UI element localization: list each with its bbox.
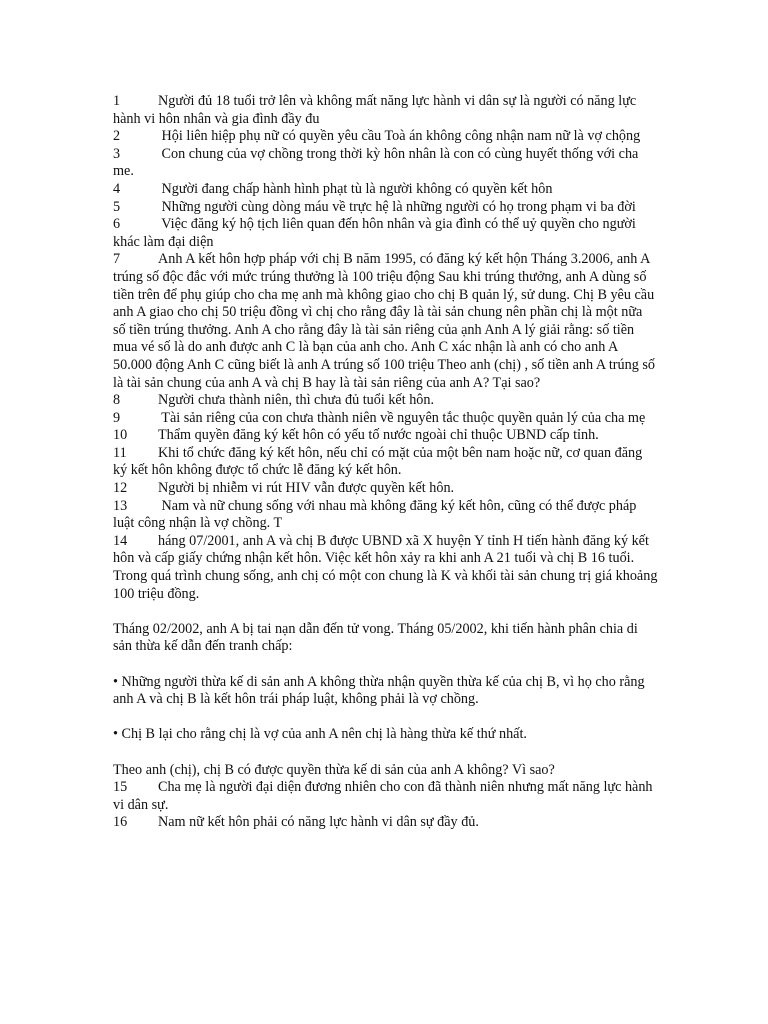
question-number: 15	[113, 779, 128, 796]
question-item-6	[113, 216, 658, 251]
question-list	[113, 93, 658, 603]
question-number: 6	[113, 216, 121, 233]
question-item-16	[113, 814, 658, 832]
q14-followup-paragraph: Tháng 02/2002, anh A bị tai nạn dẫn đến tử vong. Tháng 05/2002, khi tiến hành phân chia di sản thừa kế dẫn đến tranh chấp:	[113, 620, 638, 655]
question-number: 7	[113, 251, 121, 268]
question-item-3	[113, 146, 658, 181]
question-text: Người bị nhiễm vi rút HIV vẫn được quyền kết hôn.	[158, 480, 455, 497]
question-list-tail	[113, 779, 658, 832]
question-text: Khi tổ chức đăng ký kết hôn, nếu chỉ có mặt của một bên nam hoặc nữ, cơ quan đăng ký kết hôn không được tổ chức lễ đăng ký kết hôn.	[113, 444, 643, 479]
q14-question: Theo anh (chị), chị B có được quyền thừa kế di sản của anh A không? Vì sao?	[113, 761, 555, 778]
question-item-14	[113, 533, 658, 603]
question-text: Những người cùng dòng máu về trực hệ là những người có họ trong phạm vi ba đời	[158, 198, 636, 215]
question-number: 2	[113, 128, 121, 145]
question-item-10	[113, 427, 658, 445]
question-text: Người chưa thành niên, thì chưa đủ tuổi kết hôn.	[158, 392, 435, 409]
question-item-15	[113, 779, 658, 814]
question-text: Cha mẹ là người đại diện đương nhiên cho con đã thành niên nhưng mất năng lực hành vi dân sự.	[113, 779, 653, 813]
question-item-8	[113, 392, 658, 410]
q14-followup	[113, 603, 658, 779]
question-number: 16	[113, 814, 128, 831]
question-text: Con chung của vợ chồng trong thời kỳ hôn nhân là con có cùng huyết thống với cha me.	[113, 145, 639, 180]
question-text: Nam nữ kết hôn phải có năng lực hành vi dân sự đầy đủ.	[158, 814, 479, 831]
question-number: 14	[113, 532, 128, 549]
question-text: Hội liên hiệp phụ nữ có quyền yêu cầu Toà án không công nhận nam nữ là vợ chộng	[158, 128, 641, 145]
question-number: 4	[113, 180, 121, 197]
question-text: Người đang chấp hành hình phạt tù là người không có quyền kết hôn	[158, 180, 553, 197]
question-item-11	[113, 445, 658, 480]
question-item-2	[113, 128, 658, 146]
document-page	[113, 93, 658, 832]
question-text: Thẩm quyền đăng ký kết hôn có yếu tố nước ngoài chỉ thuộc UBND cấp tỉnh.	[158, 427, 599, 444]
question-text: Việc đăng ký hộ tịch liên quan đến hôn nhân và gia đình có thể uỷ quyền cho người khác làm đại diện	[113, 216, 636, 250]
question-item-5	[113, 199, 658, 217]
question-number: 8	[113, 392, 121, 409]
question-number: 5	[113, 198, 121, 215]
question-number: 11	[113, 444, 127, 461]
question-text: Nam và nữ chung sống với nhau mà không đăng ký kết hôn, cũng có thể được pháp luật công nhận là vợ chồng. T	[113, 497, 637, 532]
question-item-1	[113, 93, 658, 128]
question-number: 13	[113, 497, 128, 514]
question-number: 10	[113, 427, 128, 444]
question-text: Tài sản riêng của con chưa thành niên về nguyên tắc thuộc quyền quản lý của cha mẹ	[158, 409, 646, 426]
q14-bullet-heirs: • Những người thừa kế di sản anh A không thừa nhận quyền thừa kế của chị B, vì họ cho rằng anh A và chị B là kết hôn trái pháp luật, không phải là vợ chồng.	[113, 673, 645, 708]
question-item-13	[113, 498, 658, 533]
question-number: 1	[113, 93, 121, 109]
question-text: háng 07/2001, anh A và chị B được UBND xã X huyện Y tỉnh H tiến hành đăng ký kết hôn và cấp giấy chứng nhận kết hôn. Việc kết hôn xảy ra khi anh A 21 tuổi và chị B 16 tuổi. Trong quá trình chung sống, anh chị có một con chung là K và khối tài sản chung trị giá khoảng 100 triệu đồng.	[113, 532, 658, 602]
question-number: 9	[113, 409, 121, 426]
question-text: Anh A kết hôn hợp pháp với chị B năm 1995, có đăng ký kết hộn Tháng 3.2006, anh A trúng số độc đắc với mức trúng thưởng là 100 triệu động Sau khi trúng thưởng, anh A dùng số tiền trên để phụ giúp cho cha mẹ anh mà không giao cho chị B quản lý, sử dung. Chị B yêu cầu anh A giao cho chị 50 triệu đồng vì chị cho rằng đây là tài sản chung nên phần chị là một nữa số tiền trúng thưởng. Anh A cho rằng đây là tài sản riêng của ạnh Anh A lý giải rằng: số tiền mua vé số là do anh được anh C là bạn của anh cho. Anh C xác nhận là anh có cho anh A 50.000 động Anh C cũng biết là anh A trúng số 100 triệu Theo anh (chị) , số tiền anh A trúng số là tài sản chung của anh A và chị B hay là tài sản riêng của anh A? Tại sao?	[113, 251, 655, 391]
question-item-7	[113, 251, 658, 392]
question-item-4	[113, 181, 658, 199]
question-item-9	[113, 410, 658, 428]
question-number: 3	[113, 145, 121, 162]
question-item-12	[113, 480, 658, 498]
q14-bullet-wife: • Chị B lại cho rằng chị là vợ của anh A nên chị là hàng thừa kế thứ nhất.	[113, 726, 527, 743]
question-number: 12	[113, 480, 128, 497]
question-text: Người đủ 18 tuổi trở lên và không mất năng lực hành vi dân sự là người có năng lực hành vi hôn nhân và gia đình đầy đu	[113, 93, 637, 127]
